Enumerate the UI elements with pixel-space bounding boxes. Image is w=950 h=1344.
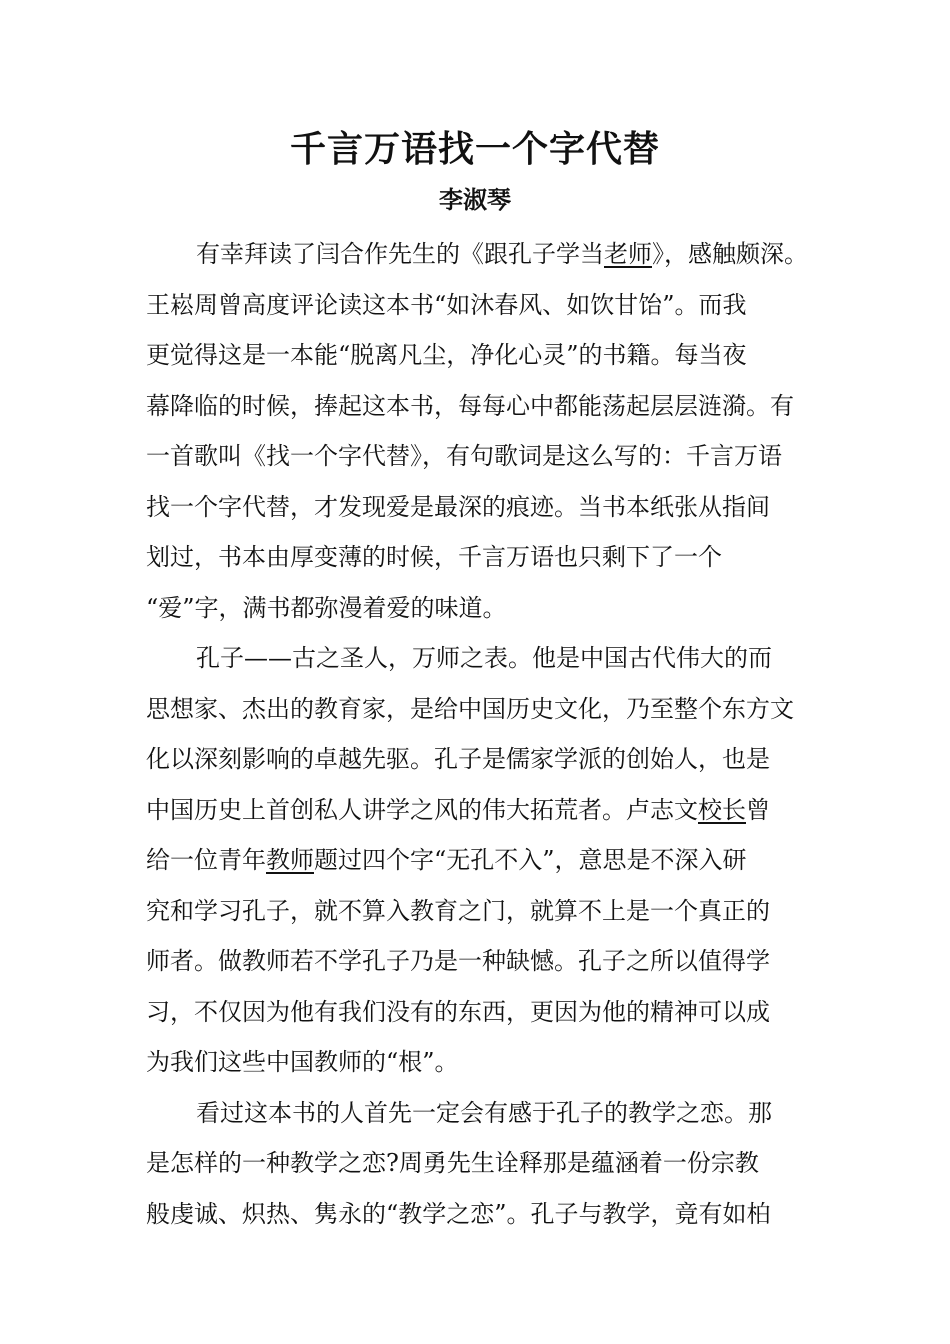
text-run: 看过这本书的人首先一定会有感于孔子的教学之恋。那 xyxy=(196,1098,772,1127)
text-line xyxy=(146,987,826,1038)
text-line xyxy=(146,431,826,482)
paragraph xyxy=(146,1088,826,1240)
text-run: “爱”字，满书都弥漫着爱的味道。 xyxy=(146,593,507,622)
text-run: 题过四个字“无孔不入”，意思是不深入研 xyxy=(314,846,747,874)
text-line xyxy=(146,684,826,735)
text-line xyxy=(146,936,826,987)
text-line xyxy=(146,835,826,886)
text-run: 为我们这些中国教师的“根”。 xyxy=(146,1048,459,1076)
text-line xyxy=(146,785,826,836)
text-line xyxy=(146,1088,826,1139)
text-run: 师者。做教师若不学孔子乃是一种缺憾。孔子之所以值得学 xyxy=(146,947,770,975)
document-body xyxy=(146,229,826,1239)
text-run: 更觉得这是一本能“脱离凡尘，净化心灵”的书籍。每当夜 xyxy=(146,341,747,369)
text-run: 究和学习孔子，就不算入教育之门，就算不上是一个真正的 xyxy=(146,896,770,925)
text-run: 思想家、杰出的教育家，是给中国历史文化，乃至整个东方文 xyxy=(146,694,794,723)
text-run: 化以深刻影响的卓越先驱。孔子是儒家学派的创始人，也是 xyxy=(146,745,770,773)
text-line xyxy=(146,1189,826,1240)
underlined-term: 教师 xyxy=(266,846,314,874)
paragraph xyxy=(146,229,826,633)
text-line xyxy=(146,633,826,684)
text-run: 幕降临的时候，捧起这本书，每每心中都能荡起层层涟漪。有 xyxy=(146,391,794,420)
text-run: 是怎样的一种教学之恋?周勇先生诠释那是蕴涵着一份宗教 xyxy=(146,1149,759,1177)
text-run: 曾 xyxy=(746,795,770,824)
text-line xyxy=(146,1138,826,1189)
underlined-term: 校长 xyxy=(698,795,746,824)
text-run: 般虔诚、炽热、隽永的“教学之恋”。孔子与教学，竟有如柏 xyxy=(146,1199,771,1228)
text-run: 孔子——古之圣人，万师之表。他是中国古代伟大的而 xyxy=(196,644,772,672)
text-line xyxy=(146,482,826,533)
text-line xyxy=(146,734,826,785)
underlined-term: 老师 xyxy=(604,240,652,268)
text-line xyxy=(146,583,826,634)
text-run: 划过，书本由厚变薄的时候，千言万语也只剩下了一个 xyxy=(146,543,722,571)
document-author: 李淑琴 xyxy=(439,186,511,214)
paragraph xyxy=(146,633,826,1088)
text-run: 习，不仅因为他有我们没有的东西，更因为他的精神可以成 xyxy=(146,997,770,1026)
document-title: 千言万语找一个字代替 xyxy=(289,129,660,170)
text-line xyxy=(146,381,826,432)
text-line xyxy=(146,1037,826,1088)
text-run: 》，感触颇深。 xyxy=(652,240,808,268)
text-run: 找一个字代替，才发现爱是最深的痕迹。当书本纸张从指间 xyxy=(146,492,770,521)
text-line xyxy=(146,229,826,280)
text-line xyxy=(146,330,826,381)
text-run: 王崧周曾高度评论读这本书“如沐春风、如饮甘饴”。而我 xyxy=(146,290,747,319)
text-line xyxy=(146,886,826,937)
text-line xyxy=(146,532,826,583)
text-run: 中国历史上首创私人讲学之风的伟大拓荒者。卢志文 xyxy=(146,795,698,824)
text-run: 一首歌叫《找一个字代替》，有句歌词是这么写的：千言万语 xyxy=(146,442,782,470)
text-run: 给一位青年 xyxy=(146,846,266,874)
text-run: 有幸拜读了闫合作先生的《跟孔子学当 xyxy=(196,240,604,268)
text-line xyxy=(146,280,826,331)
